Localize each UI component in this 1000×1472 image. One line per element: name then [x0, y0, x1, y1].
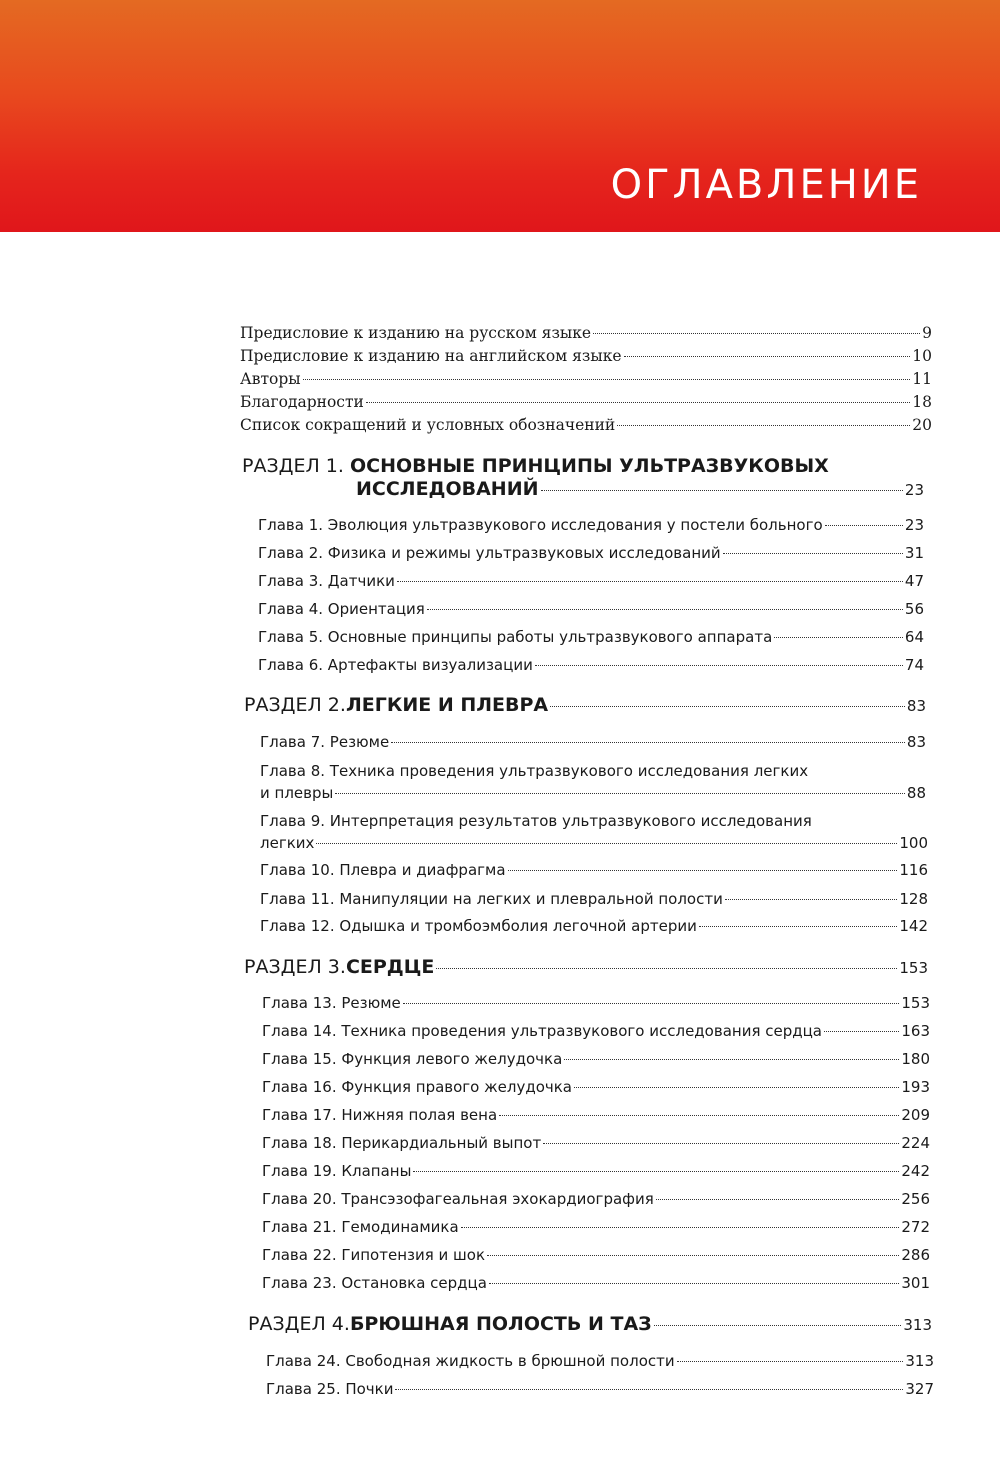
leader-dots — [316, 843, 897, 844]
toc-entry-page: 11 — [912, 370, 932, 388]
chapter-page: 209 — [901, 1106, 930, 1124]
leader-dots — [397, 581, 903, 582]
toc-entry[interactable] — [240, 347, 932, 365]
chapter-page: 163 — [901, 1022, 930, 1040]
leader-dots — [535, 665, 903, 666]
chapter-label: Глава 24. Свободная жидкость в брюшной полости — [266, 1352, 675, 1370]
chapter-label: Глава 25. Почки — [266, 1380, 394, 1398]
toc-entry-label: Авторы — [240, 370, 301, 388]
chapter-entry[interactable] — [262, 1274, 930, 1292]
leader-dots — [656, 1199, 900, 1200]
chapter-entry[interactable] — [262, 1050, 930, 1068]
chapter-entry[interactable] — [262, 1246, 930, 1264]
section-page: 83 — [906, 697, 926, 715]
leader-dots — [725, 899, 898, 900]
chapter-page: 31 — [904, 544, 924, 562]
chapter-page: 83 — [906, 733, 926, 751]
leader-dots — [550, 706, 905, 707]
chapter-label: Глава 2. Физика и режимы ультразвуковых исследований — [258, 544, 721, 562]
toc-entry[interactable] — [240, 370, 932, 388]
leader-dots — [723, 553, 903, 554]
chapter-entry[interactable] — [258, 572, 924, 590]
section-heading[interactable] — [244, 956, 928, 978]
chapter-entry[interactable] — [258, 516, 924, 534]
section-page: 313 — [903, 1316, 932, 1334]
chapter-entry[interactable] — [262, 1162, 930, 1180]
section-prefix: РАЗДЕЛ 3. — [244, 956, 346, 978]
chapter-page: 242 — [901, 1162, 930, 1180]
chapter-label: Глава 22. Гипотензия и шок — [262, 1246, 486, 1264]
leader-dots — [543, 1143, 899, 1144]
chapter-page: 74 — [904, 656, 924, 674]
chapter-label: Глава 14. Техника проведения ультразвукового исследования сердца — [262, 1022, 823, 1040]
leader-dots — [574, 1087, 899, 1088]
chapter-label: Глава 23. Остановка сердца — [262, 1274, 487, 1292]
leader-dots — [395, 1389, 903, 1390]
chapter-entry[interactable] — [262, 1218, 930, 1236]
chapter-label: Глава 5. Основные принципы работы ультразвукового аппарата — [258, 628, 773, 646]
chapter-page: 47 — [904, 572, 924, 590]
leader-dots — [335, 793, 905, 794]
chapter-label: легких — [260, 834, 315, 852]
section-prefix: РАЗДЕЛ 1. — [242, 455, 350, 477]
toc-entry-page: 10 — [912, 347, 932, 365]
chapter-page: 301 — [901, 1274, 930, 1292]
leader-dots — [593, 333, 920, 334]
chapter-entry[interactable] — [258, 544, 924, 562]
chapter-entry[interactable] — [260, 834, 928, 852]
chapter-page: 64 — [904, 628, 924, 646]
leader-dots — [508, 870, 898, 871]
leader-dots — [825, 525, 903, 526]
chapter-label: Глава 4. Ориентация — [258, 600, 425, 618]
toc-entry-page: 18 — [912, 393, 932, 411]
section-title: ИССЛЕДОВАНИЙ — [356, 478, 539, 500]
leader-dots — [824, 1031, 899, 1032]
page-title: ОГЛАВЛЕНИЕ — [610, 162, 922, 208]
chapter-entry[interactable] — [258, 656, 924, 674]
leader-dots — [487, 1255, 899, 1256]
header-banner — [0, 0, 1000, 232]
leader-dots — [403, 1003, 900, 1004]
chapter-page: 272 — [901, 1218, 930, 1236]
chapter-label: Глава 21. Гемодинамика — [262, 1218, 459, 1236]
section-prefix: РАЗДЕЛ 4. — [248, 1313, 350, 1335]
chapter-page: 256 — [901, 1190, 930, 1208]
leader-dots — [564, 1059, 899, 1060]
chapter-page: 313 — [905, 1352, 934, 1370]
chapter-label-line1: Глава 9. Интерпретация результатов ультразвукового исследования — [260, 812, 812, 830]
toc-entry-page: 20 — [912, 416, 932, 434]
section-page: 153 — [899, 959, 928, 977]
chapter-entry[interactable] — [260, 890, 928, 908]
section-heading[interactable] — [244, 694, 926, 716]
leader-dots — [541, 490, 903, 491]
leader-dots — [489, 1283, 899, 1284]
chapter-label: Глава 11. Манипуляции на легких и плевральной полости — [260, 890, 723, 908]
section-heading[interactable] — [242, 455, 829, 477]
chapter-page: 116 — [899, 861, 928, 879]
section-title: ЛЕГКИЕ И ПЛЕВРА — [345, 694, 549, 716]
toc-entry-label: Благодарности — [240, 393, 364, 411]
toc-entry-label: Список сокращений и условных обозначений — [240, 416, 616, 434]
chapter-page: 100 — [899, 834, 928, 852]
chapter-entry[interactable] — [262, 994, 930, 1012]
chapter-label: Глава 3. Датчики — [258, 572, 395, 590]
chapter-label: Глава 12. Одышка и тромбоэмболия легочной артерии — [260, 917, 697, 935]
chapter-page: 56 — [904, 600, 924, 618]
chapter-page: 128 — [899, 890, 928, 908]
chapter-label: Глава 17. Нижняя полая вена — [262, 1106, 498, 1124]
chapter-entry[interactable] — [260, 861, 928, 879]
chapter-label: Глава 10. Плевра и диафрагма — [260, 861, 506, 879]
chapter-page: 142 — [899, 917, 928, 935]
section-heading-continued[interactable] — [356, 478, 924, 500]
chapter-label: Глава 19. Клапаны — [262, 1162, 412, 1180]
chapter-entry[interactable] — [262, 1022, 930, 1040]
chapter-entry[interactable] — [258, 628, 924, 646]
chapter-label: Глава 13. Резюме — [262, 994, 401, 1012]
leader-dots — [499, 1115, 899, 1116]
toc-entry[interactable] — [240, 393, 932, 411]
chapter-entry[interactable] — [258, 600, 924, 618]
chapter-page: 180 — [901, 1050, 930, 1068]
toc-entry-label: Предисловие к изданию на английском языке — [240, 347, 622, 365]
chapter-entry[interactable] — [262, 1190, 930, 1208]
leader-dots — [654, 1325, 902, 1326]
toc-entry-label: Предисловие к изданию на русском языке — [240, 324, 592, 342]
leader-dots — [624, 356, 911, 357]
chapter-entry[interactable] — [262, 1078, 930, 1096]
section-page: 23 — [904, 481, 924, 499]
chapter-entry[interactable] — [260, 917, 928, 935]
chapter-label: Глава 20. Трансэзофагеальная эхокардиография — [262, 1190, 654, 1208]
leader-dots — [366, 402, 910, 403]
leader-dots — [774, 637, 903, 638]
leader-dots — [391, 742, 905, 743]
leader-dots — [436, 968, 897, 969]
chapter-entry[interactable] — [260, 784, 926, 802]
toc-entry[interactable] — [240, 416, 932, 434]
section-title: ОСНОВНЫЕ ПРИНЦИПЫ УЛЬТРАЗВУКОВЫХ — [349, 455, 829, 477]
leader-dots — [617, 425, 910, 426]
chapter-entry[interactable] — [260, 733, 926, 751]
chapter-entry[interactable] — [262, 1134, 930, 1152]
chapter-page: 224 — [901, 1134, 930, 1152]
chapter-label: Глава 16. Функция правого желудочка — [262, 1078, 572, 1096]
chapter-page: 286 — [901, 1246, 930, 1264]
chapter-label: Глава 18. Перикардиальный выпот — [262, 1134, 542, 1152]
leader-dots — [427, 609, 903, 610]
chapter-label: и плевры — [260, 784, 334, 802]
chapter-label: Глава 15. Функция левого желудочка — [262, 1050, 563, 1068]
section-title: СЕРДЦЕ — [345, 956, 435, 978]
chapter-entry[interactable] — [266, 1380, 934, 1398]
chapter-page: 327 — [905, 1380, 934, 1398]
chapter-page: 193 — [901, 1078, 930, 1096]
section-prefix: РАЗДЕЛ 2. — [244, 694, 346, 716]
toc-entry-page: 9 — [922, 324, 932, 342]
chapter-page: 88 — [906, 784, 926, 802]
leader-dots — [699, 926, 898, 927]
leader-dots — [461, 1227, 900, 1228]
chapter-label-line1: Глава 8. Техника проведения ультразвукового исследования легких — [260, 762, 809, 780]
chapter-entry[interactable] — [262, 1106, 930, 1124]
chapter-label: Глава 6. Артефакты визуализации — [258, 656, 533, 674]
leader-dots — [303, 379, 911, 380]
chapter-page: 23 — [904, 516, 924, 534]
leader-dots — [413, 1171, 899, 1172]
toc-entry[interactable] — [240, 324, 932, 342]
chapter-page: 153 — [901, 994, 930, 1012]
section-heading[interactable] — [248, 1313, 932, 1335]
chapter-entry[interactable] — [266, 1352, 934, 1370]
leader-dots — [677, 1361, 904, 1362]
chapter-label: Глава 1. Эволюция ультразвукового исследования у постели больного — [258, 516, 823, 534]
chapter-label: Глава 7. Резюме — [260, 733, 390, 751]
section-title: БРЮШНАЯ ПОЛОСТЬ И ТАЗ — [349, 1313, 652, 1335]
